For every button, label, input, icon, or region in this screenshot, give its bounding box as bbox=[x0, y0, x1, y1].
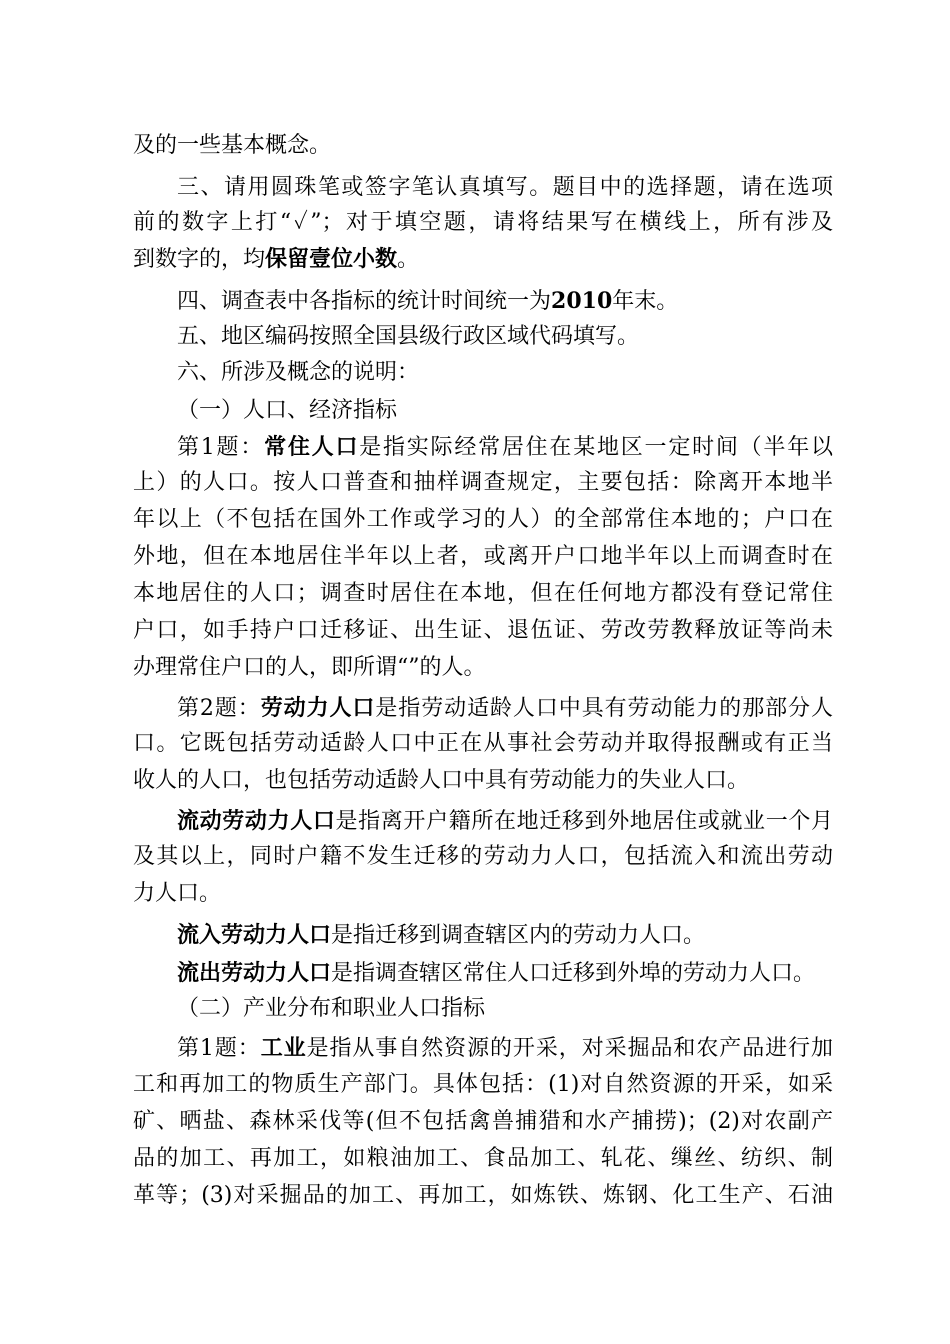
section-heading bbox=[177, 393, 833, 429]
text-run: 力人口。 bbox=[133, 881, 222, 906]
text-line bbox=[133, 241, 833, 277]
text-line bbox=[133, 128, 833, 164]
text-line bbox=[177, 429, 833, 465]
text-run: 收人的人口，也包括劳动适龄人口中具有劳动能力的失业人口。 bbox=[133, 768, 750, 793]
text-run: 六、所涉及概念的说明： bbox=[177, 360, 420, 385]
section-heading bbox=[177, 991, 833, 1027]
bold-text: 流出劳动力人口 bbox=[177, 960, 332, 986]
text-line bbox=[133, 650, 833, 686]
text-run: 工和再加工的物质生产部门。具体包括：(1)对自然资源的开采，如采 bbox=[133, 1072, 833, 1097]
text-run: 口。它既包括劳动适龄人口中正在从事社会劳动并取得报酬或有正当 bbox=[133, 731, 833, 756]
text-run: 五、地区编码按照全国县级行政区域代码填写。 bbox=[177, 324, 640, 349]
text-run: 是指劳动适龄人口中具有劳动能力的那部分人 bbox=[375, 696, 833, 721]
text-line bbox=[177, 803, 833, 839]
text-line bbox=[177, 355, 833, 391]
text-run: 及其以上，同时户籍不发生迁移的劳动力人口，包括流入和流出劳动 bbox=[133, 844, 833, 869]
text-run: 前的数字上打“✓”；对于填空题，请将结果写在横线上，所有涉及 bbox=[133, 210, 833, 235]
text-run: 三、请用圆珠笔或签字笔认真填写。题目中的选择题，请在选项 bbox=[177, 175, 833, 200]
text-run: 第1题： bbox=[177, 435, 265, 460]
text-run: 四、调查表中各指标的统计时间统一为 bbox=[177, 289, 552, 314]
text-run: 第1题： bbox=[177, 1036, 261, 1061]
text-line bbox=[133, 539, 833, 575]
text-run: 品的加工、再加工，如粮油加工、食品加工、轧花、缫丝、纺织、制 bbox=[133, 1146, 833, 1171]
text-line bbox=[177, 170, 833, 206]
text-line bbox=[177, 283, 833, 319]
bold-text: 劳动力人口 bbox=[260, 695, 376, 721]
text-run: 是指实际经常居住在某地区一定时间（半年以 bbox=[359, 435, 833, 460]
text-run: 革等；(3)对采掘品的加工、再加工，如炼铁、炼钢、化工生产、石油 bbox=[133, 1183, 833, 1208]
bold-text: 流动劳动力人口 bbox=[177, 808, 336, 834]
bold-text: 常住人口 bbox=[264, 434, 360, 460]
text-line bbox=[177, 917, 833, 953]
text-run: 是指从事自然资源的开采，对采掘品和农产品进行加 bbox=[306, 1036, 833, 1061]
text-run: 第2题： bbox=[177, 696, 261, 721]
text-line bbox=[177, 690, 833, 726]
text-line bbox=[133, 876, 833, 912]
text-run: 办理常住户口的人，即所谓“”的人。 bbox=[133, 655, 486, 680]
text-line bbox=[133, 839, 833, 875]
text-run: 外地，但在本地居住半年以上者，或离开户口地半年以上而调查时在 bbox=[133, 544, 833, 569]
text-line bbox=[133, 726, 833, 762]
text-run: （一）人口、经济指标 bbox=[177, 398, 398, 423]
text-run: （二）产业分布和职业人口指标 bbox=[177, 996, 486, 1021]
text-run: 到数字的，均 bbox=[133, 247, 266, 272]
text-run: 户口，如手持户口迁移证、出生证、退伍证、劳改劳教释放证等尚未 bbox=[133, 618, 833, 643]
text-run: 年以上（不包括在国外工作或学习的人）的全部常住本地的；户口在 bbox=[133, 507, 833, 532]
text-line bbox=[133, 1104, 833, 1140]
text-line bbox=[133, 1178, 833, 1214]
text-run: 是指迁移到调查辖区内的劳动力人口。 bbox=[331, 923, 706, 948]
text-run: 本地居住的人口；调查时居住在本地，但在任何地方都没有登记常住 bbox=[133, 581, 833, 606]
text-line bbox=[133, 1067, 833, 1103]
text-line bbox=[133, 1141, 833, 1177]
text-run: 是指离开户籍所在地迁移到外地居住或就业一个月 bbox=[335, 809, 833, 834]
text-line bbox=[133, 502, 833, 538]
text-line bbox=[177, 1030, 833, 1066]
text-line bbox=[133, 465, 833, 501]
bold-text: 工业 bbox=[260, 1035, 307, 1061]
text-run: 及的一些基本概念。 bbox=[133, 133, 332, 158]
text-run: 是指调查辖区常住人口迁移到外埠的劳动力人口。 bbox=[331, 961, 816, 986]
bold-text: 流入劳动力人口 bbox=[177, 922, 332, 948]
text-line bbox=[133, 763, 833, 799]
text-run: 矿、晒盐、森林采伐等(但不包括禽兽捕猎和水产捕捞)；(2)对农副产 bbox=[133, 1109, 833, 1134]
text-run: 上）的人口。按人口普查和抽样调查规定，主要包括：除离开本地半 bbox=[133, 470, 833, 495]
bold-text: 2010 bbox=[551, 288, 613, 314]
bold-text: 保留壹位小数 bbox=[265, 246, 398, 272]
text-run: 年末。 bbox=[612, 289, 679, 314]
text-line bbox=[177, 955, 833, 991]
text-line bbox=[133, 613, 833, 649]
text-line bbox=[133, 205, 833, 241]
text-line bbox=[177, 319, 833, 355]
text-run: 。 bbox=[397, 247, 420, 272]
text-line bbox=[133, 576, 833, 612]
